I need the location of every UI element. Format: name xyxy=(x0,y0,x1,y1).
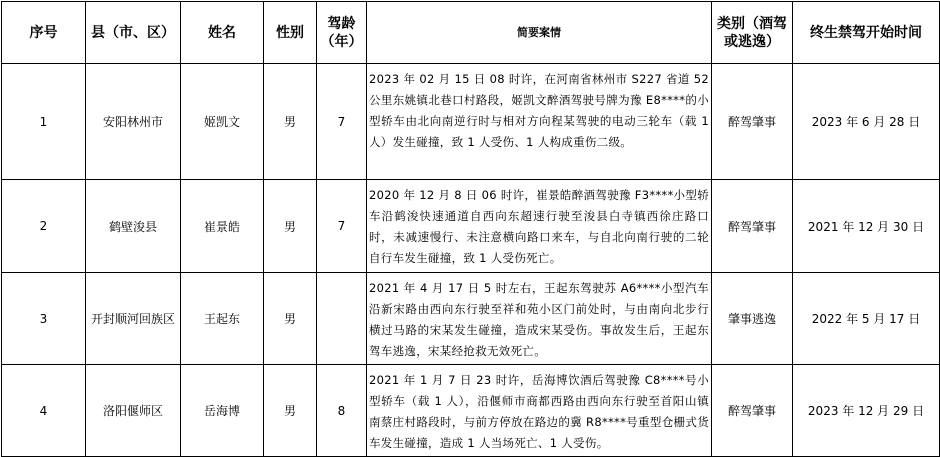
header-detail: 简要案情 xyxy=(367,2,712,64)
cell-category: 醉驾肇事 xyxy=(712,64,793,180)
table-row xyxy=(2,180,940,273)
header-gender: 性别 xyxy=(264,2,317,64)
cell-category: 醉驾肇事 xyxy=(712,365,793,457)
header-years: 驾龄（年） xyxy=(317,2,367,64)
cell-county: 安阳林州市 xyxy=(86,64,181,180)
cell-gender: 男 xyxy=(264,273,317,365)
cell-name: 姬凯文 xyxy=(181,64,264,180)
cell-name: 崔景皓 xyxy=(181,180,264,273)
cell-gender: 男 xyxy=(264,365,317,457)
table-row xyxy=(2,365,940,457)
header-county: 县（市、区） xyxy=(86,2,181,64)
header-name: 姓名 xyxy=(181,2,264,64)
cell-category: 肇事逃逸 xyxy=(712,273,793,365)
cell-seq: 4 xyxy=(2,365,86,457)
cell-name: 岳海博 xyxy=(181,365,264,457)
cell-category: 醉驾肇事 xyxy=(712,180,793,273)
header-seq: 序号 xyxy=(2,2,86,64)
cell-seq: 1 xyxy=(2,64,86,180)
detail-text: 2021 年 4 月 17 日 5 时左右，王起东驾驶苏 A6****小型汽车沿新宋路由西向东行驶至祥和苑小区门前处时，与由南向北步行横过马路的宋某发生碰撞，造成宋某受伤。事故发生后，王起东驾车逃逸，宋某经抢救无效死亡。 xyxy=(369,281,709,358)
cell-detail xyxy=(367,365,712,457)
cell-years: 7 xyxy=(317,180,367,273)
detail-text: 2021 年 1 月 7 日 23 时许，岳海博饮酒后驾驶豫 C8****号小型轿车（载 1 人），沿偃师市商都西路由西向东行驶至首阳山镇南蔡庄村路段时，与前方停放在路边的冀 R8****号重型仓栅式货车发生碰撞，造成 1 人当场死亡、1 人受伤。 xyxy=(369,373,709,450)
cell-ban-date: 2022 年 5 月 17 日 xyxy=(793,273,940,365)
cell-years: 7 xyxy=(317,64,367,180)
cell-ban-date: 2023 年 6 月 28 日 xyxy=(793,64,940,180)
cell-county: 开封顺河回族区 xyxy=(86,273,181,365)
cell-gender: 男 xyxy=(264,180,317,273)
cell-detail xyxy=(367,180,712,273)
cell-county: 鹤壁浚县 xyxy=(86,180,181,273)
cell-ban-date: 2023 年 12 月 29 日 xyxy=(793,365,940,457)
table-row xyxy=(2,64,940,180)
cell-detail xyxy=(367,64,712,180)
detail-text: 2023 年 02 月 15 日 08 时许，在河南省林州市 S227 省道 52 公里东姚镇北巷口村路段，姬凯文醉酒驾驶号牌为豫 E8****的小型轿车由北向南逆行时与相对方向程某驾驶的电动三轮车（载 1 人）发生碰撞，致 1 人受伤、1 人构成重伤二级。 xyxy=(369,72,709,149)
ban-list-table xyxy=(1,1,940,457)
header-ban-date: 终生禁驾开始时间 xyxy=(793,2,940,64)
header-row xyxy=(2,2,940,64)
cell-years: 8 xyxy=(317,365,367,457)
cell-ban-date: 2021 年 12 月 30 日 xyxy=(793,180,940,273)
cell-seq: 3 xyxy=(2,273,86,365)
header-category: 类别（酒驾或逃逸） xyxy=(712,2,793,64)
cell-county: 洛阳偃师区 xyxy=(86,365,181,457)
cell-years xyxy=(317,273,367,365)
cell-name: 王起东 xyxy=(181,273,264,365)
detail-text: 2020 年 12 月 8 日 06 时许，崔景皓醉酒驾驶豫 F3****小型轿车沿鹤浚快速通道自西向东超速行驶至浚县白寺镇西徐庄路口时，未减速慢行、未注意横向路口来车，与自北向南行驶的二轮自行车发生碰撞，致 1 人受伤死亡。 xyxy=(369,188,709,265)
cell-detail xyxy=(367,273,712,365)
cell-gender: 男 xyxy=(264,64,317,180)
table-row xyxy=(2,273,940,365)
cell-seq: 2 xyxy=(2,180,86,273)
